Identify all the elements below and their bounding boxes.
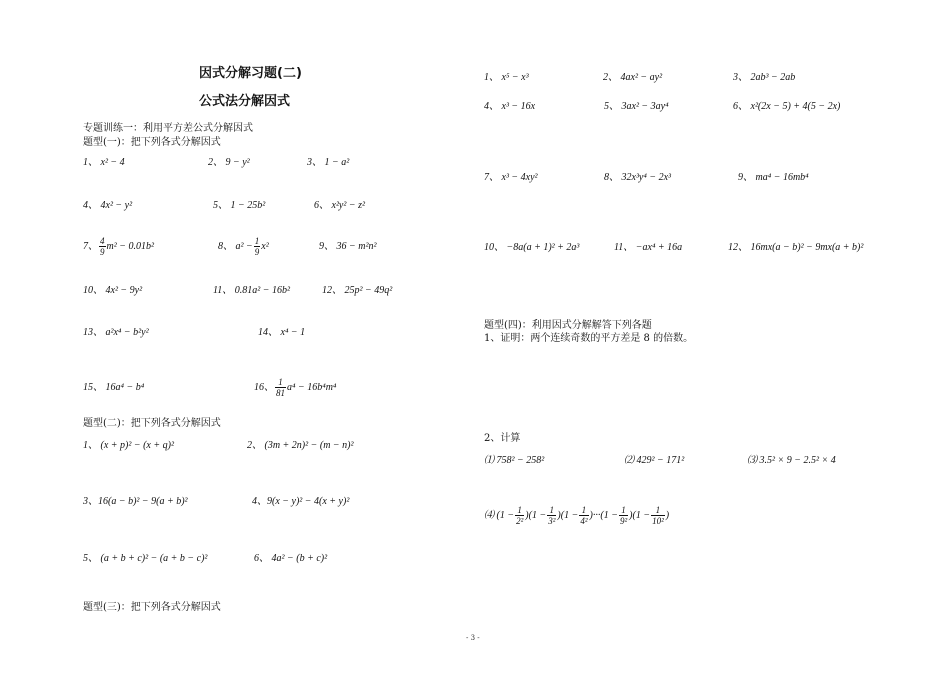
calc-4-sep: )(1 −	[629, 509, 651, 521]
fraction-denominator: 3²	[548, 516, 556, 526]
problem-r6: 6、 x²(2x − 5) + 4(5 − 2x)	[733, 101, 841, 112]
fraction-numerator: 4	[100, 236, 105, 246]
problem-q5: 5、 (a + b + c)² − (a + b − c)²	[83, 553, 208, 564]
fraction	[99, 236, 106, 257]
fraction-numerator: 1	[579, 505, 588, 516]
problem-5: 5、 1 − 25b²	[213, 200, 266, 211]
problem-14: 14、 x⁴ − 1	[258, 327, 306, 338]
problem-q1: 1、 (x + p)² − (x + q)²	[83, 440, 174, 451]
calc-4-end: )	[665, 509, 670, 521]
fraction-denominator: 9	[100, 247, 105, 257]
problem-4: 4、 4x² − y²	[83, 200, 133, 211]
problem-9: 9、 36 − m²n²	[319, 241, 377, 252]
type-heading-1: 题型(一)：把下列各式分解因式	[83, 137, 221, 148]
proof-question: 1、证明：两个连续奇数的平方差是 8 的倍数。	[484, 333, 694, 344]
problem-6: 6、 x²y² − z²	[314, 200, 366, 211]
page-number: - 3 -	[466, 634, 480, 642]
problem-10: 10、 4x² − 9y²	[83, 285, 143, 296]
calc-4-sep: )···(1 −	[589, 509, 618, 521]
problem-15: 15、 16a⁴ − b⁴	[83, 382, 145, 393]
problem-q3: 3、16(a − b)² − 9(a + b)²	[83, 496, 188, 507]
fraction	[547, 505, 556, 526]
fraction-numerator: 1	[515, 505, 524, 516]
problem-r3: 3、 2ab³ − 2ab	[733, 72, 796, 83]
problem-r4: 4、 x³ − 16x	[484, 101, 536, 112]
calc-4	[484, 505, 669, 526]
problem-8-label: 8、 a² −	[218, 240, 253, 252]
fraction	[651, 505, 665, 526]
type-heading-4: 题型(四)：利用因式分解解答下列各题	[484, 320, 652, 331]
fraction	[254, 236, 261, 257]
problem-r8: 8、 32x³y⁴ − 2x³	[604, 172, 672, 183]
problem-q6: 6、 4a² − (b + c)²	[254, 553, 328, 564]
fraction	[275, 377, 286, 398]
problem-16-label: 16、	[254, 381, 274, 393]
fraction-numerator: 1	[254, 236, 260, 246]
type-heading-3: 题型(三)：把下列各式分解因式	[83, 602, 221, 613]
problem-3: 3、 1 − a²	[307, 157, 350, 168]
document-subtitle: 公式法分解因式	[199, 94, 291, 109]
fraction-numerator: 1	[619, 505, 628, 516]
problem-12: 12、 25p² − 49q²	[322, 285, 393, 296]
problem-7-label: 7、	[83, 240, 98, 252]
problem-r11: 11、 −ax⁴ + 16a	[614, 242, 683, 253]
fraction-denominator: 10²	[652, 516, 664, 526]
fraction	[515, 505, 524, 526]
problem-16-rest: a⁴ − 16b⁴m⁴	[287, 381, 337, 393]
calc-heading: 2、计算	[484, 433, 521, 444]
problem-1: 1、 x² − 4	[83, 157, 125, 168]
problem-8-rest: x²	[261, 240, 269, 252]
document-title: 因式分解习题(二)	[199, 66, 302, 81]
problem-11: 11、 0.81a² − 16b²	[213, 285, 291, 296]
problem-r7: 7、 x³ − 4xy²	[484, 172, 538, 183]
problem-8	[218, 236, 269, 257]
problem-16	[254, 377, 336, 398]
fraction-numerator: 1	[651, 505, 665, 516]
problem-2: 2、 9 − y²	[208, 157, 250, 168]
problem-r9: 9、 ma⁴ − 16mb⁴	[738, 172, 809, 183]
section-heading-1: 专题训练一：利用平方差公式分解因式	[83, 123, 253, 134]
problem-r1: 1、 x⁵ − x³	[484, 72, 529, 83]
fraction-denominator: 9²	[619, 516, 628, 526]
problem-q2: 2、 (3m + 2n)² − (m − n)²	[247, 440, 354, 451]
calc-4-label: ⑷ (1 −	[484, 509, 515, 521]
type-heading-2: 题型(二)：把下列各式分解因式	[83, 418, 221, 429]
calc-3: ⑶ 3.5² × 9 − 2.5² × 4	[747, 455, 836, 466]
problem-r5: 5、 3ax² − 3ay⁴	[604, 101, 669, 112]
fraction-denominator: 9	[254, 247, 260, 257]
fraction	[619, 505, 628, 526]
calc-4-sep: )(1 −	[525, 509, 547, 521]
fraction-numerator: 1	[547, 505, 556, 516]
problem-r12: 12、 16mx(a − b)² − 9mx(a + b)²	[728, 242, 864, 253]
problem-7-rest: m² − 0.01b²	[106, 240, 154, 252]
calc-2: ⑵ 429² − 171²	[624, 455, 685, 466]
fraction-numerator: 1	[275, 377, 286, 388]
fraction-denominator: 2²	[516, 516, 524, 526]
fraction-denominator: 4²	[580, 516, 588, 526]
fraction-denominator: 81	[276, 388, 285, 398]
problem-13: 13、 a²x⁴ − b²y²	[83, 327, 149, 338]
calc-1: ⑴ 758² − 258²	[484, 455, 545, 466]
problem-7	[83, 236, 154, 257]
problem-r2: 2、 4ax² − ay²	[603, 72, 663, 83]
calc-4-sep: )(1 −	[557, 509, 579, 521]
fraction	[579, 505, 588, 526]
problem-q4: 4、9(x − y)² − 4(x + y)²	[252, 496, 350, 507]
problem-r10: 10、 −8a(a + 1)² + 2a³	[484, 242, 580, 253]
